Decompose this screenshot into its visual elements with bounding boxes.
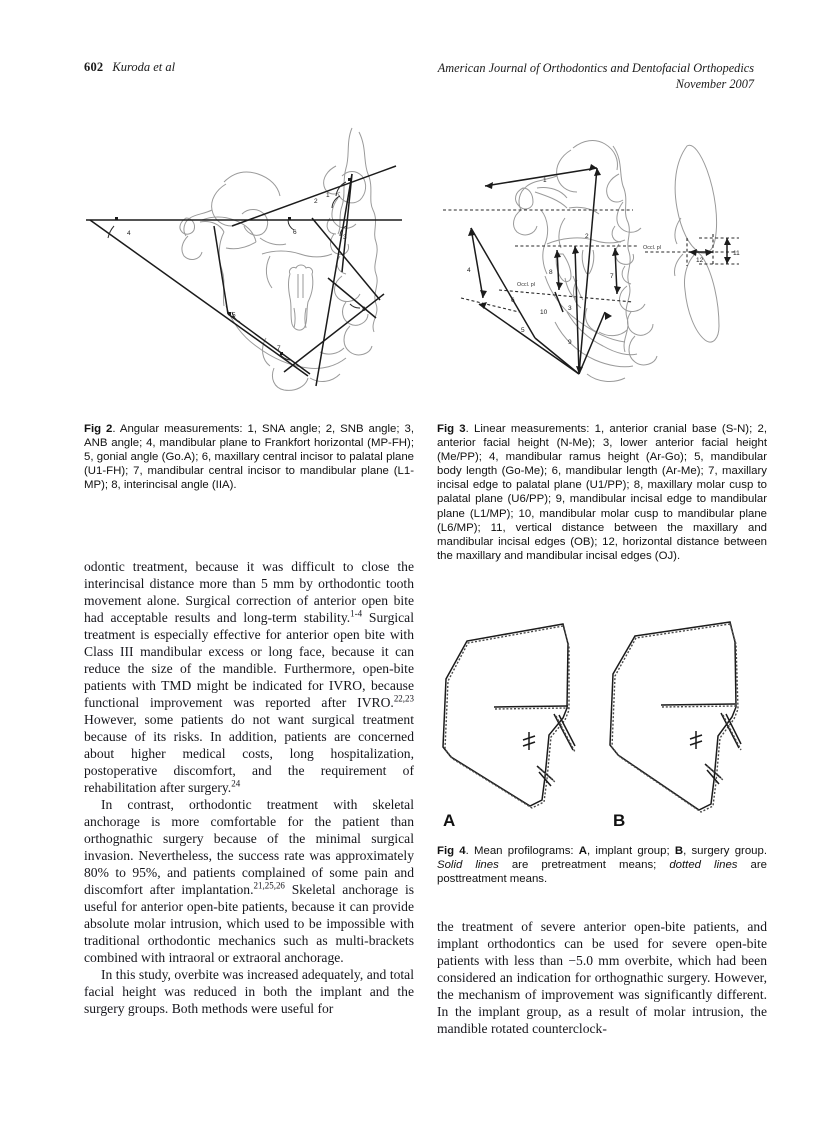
fig4-panel-b [610,622,741,830]
running-head-left [84,60,175,75]
fig2-label-3: 3 [343,234,347,241]
fig3-label-4: 4 [467,267,471,274]
right-column-body-text [437,918,767,1037]
left-column-body-text [84,558,414,1017]
figure-4-caption-end: are posttreatment means. [437,859,767,886]
fig4-panel-a-label: A [443,811,456,830]
figure-4-text-a: , implant group; [587,845,675,857]
paragraph [84,796,414,966]
fig2-measurement-lines [86,166,402,386]
fig3-label-7: 7 [610,273,614,280]
paragraph [84,558,414,796]
text-run: the treatment of severe anterior open-bite patients, and implant orthodontics can be used for severe open-bite patients with less than −5.0 mm overbite, which had been considered an indication for orthognathic surgery. However, the mechanism of improvement was significantly different. In the implant group, as a result of molar intrusion, the mandible rotated counterclock- [437,919,767,1036]
fig2-angle-arcs [108,182,360,360]
fig3-occlusal-plane [499,290,633,302]
figure-2-image [84,122,414,407]
fig3-label-12: 12 [696,257,704,264]
text-run: Skeletal anchorage is useful for anterior open-bite patients, because it can provide absolute molar intrusion, which used to be impossible with traditional orthodontic mechanics such as multi-brackets combined with intraoral or extraoral anchorage. [84,882,415,965]
figure-4-key-b: B [674,845,684,857]
fig2-label-7: 7 [277,345,281,352]
figure-4-solid-lines-term: Solid lines [437,859,499,872]
fig2-label-4: 4 [127,230,131,237]
text-run: Surgical treatment is especially effective for anterior open bite with Class III mandibular excess or long face, because it can reduce the size of the mandible. Furthermore, open-bite patients with TMD might be indicated for IVRO, because functional improvement was reported after IVRO. [84,610,414,710]
fig2-label-2: 2 [314,198,318,205]
fig3-label-10: 10 [540,309,548,316]
fig3-label-3: 3 [568,305,572,312]
fig4-panel-b-crossmark [690,731,702,749]
fig2-label-8: 8 [362,306,366,313]
figure-2-label: Fig 2 [84,423,113,435]
figure-4-key-a: A [578,845,588,857]
fig3-incisor-inset [643,145,740,342]
fig3-label-6: 6 [511,297,515,304]
citation-superscript: 24 [231,778,241,789]
issue-date: November 2007 [675,77,754,91]
fig3-label-9: 9 [568,339,572,346]
fig3-soft-anatomy [514,141,657,382]
running-head [84,60,754,104]
paragraph [84,966,414,1017]
figure-3-caption [437,422,767,563]
fig2-label-5: 5 [232,312,236,319]
text-run: In this study, overbite was increased adequately, and total facial height was reduced in both the implant and the surgery groups. Both methods were useful for [84,967,414,1016]
fig3-number-labels [467,177,614,346]
text-run: odontic treatment, because it was difficult to close the interincisal distance more than 5 mm by orthodontic tooth movement alone. Surgical correction of anterior open bite had acceptable results and long-term stability. [84,559,414,625]
figure-4-dotted-lines-term: dotted lines [669,859,738,872]
citation-superscript: 21,25,26 [253,880,285,891]
figure-3-image [437,126,767,406]
fig3-inset-occl-pl-label: Occl. pl [643,245,661,251]
fig3-measurement-arrows [471,168,617,374]
fig2-label-6: 6 [293,229,297,236]
figure-2-caption [84,422,414,492]
fig2-label-1: 1 [326,192,330,199]
citation-superscript: 22,23 [393,693,414,704]
running-head-authors: Kuroda et al [112,60,176,74]
text-run: However, some patients do not want surgical treatment because of its risks. In addition, patients are concerned about higher medical costs, long hospitalization, postoperative discomfort, and the requirement of rehabilitation after surgery. [84,712,414,795]
figure-2-caption-text: . Angular measurements: 1, SNA angle; 2, SNB angle; 3, ANB angle; 4, mandibular plane to Frankfort horizontal (MP-FH); 5, gonial angle (Go.A); 6, maxillary central incisor to palatal plane (U1-FH); 7, mandibular central incisor to mandibular plane (L1-MP); 8, interincisal angle (IIA). [84,423,414,492]
figure-4-caption-pre: . Mean profilograms: [465,845,579,857]
fig4-panel-a [443,624,575,830]
fig3-occl-pl-label: Occl. pl [517,282,535,288]
fig3-tracing-svg [437,126,767,406]
figure-4-label: Fig 4 [437,845,466,857]
text-run: In contrast, orthodontic treatment with skeletal anchorage is more comfortable for the patient than orthognathic surgery because of the minimal surgical invasion. Nevertheless, the success rate was approximately 80% to 95%, and patients complained of some pain and discomfort after implantation. [84,797,414,897]
fig2-tracing-svg [84,122,414,407]
fig3-label-5: 5 [521,327,525,334]
fig3-label-2: 2 [585,233,589,240]
fig4-profilograms-svg [437,614,767,836]
paragraph [437,918,767,1037]
page-number: 602 [84,60,104,74]
figure-3-caption-text: . Linear measurements: 1, anterior cranial base (S-N); 2, anterior facial height (N-Me); 3, lower anterior facial height (Me/PP); 4, mandibular ramus height (Ar-Go); 5, mandibular body length (Go-Me); 6, mandibular length (Ar-Me); 7, maxillary incisal edge to palatal plane (U1/PP); 8, maxillary molar cusp to palatal plane (U6/PP); 9, mandibular incisal edge to mandibular plane (L1/MP); 10, mandibular molar cusp to mandibular plane (L6/MP); 11, vertical distance between the maxillary and mandibular incisal edges (OB); 12, horizontal distance between the maxillary and mandibular incisal edges (OJ). [437,423,767,562]
fig4-panel-a-crossmark [523,732,535,750]
fig3-reference-planes [443,210,637,312]
figure-4-caption-mid: are pretreatment means; [498,859,670,872]
fig3-label-1: 1 [543,177,547,184]
figure-4-caption [437,844,767,886]
fig3-label-8: 8 [549,269,553,276]
figure-4-text-b: , surgery group. [683,845,767,857]
fig3-label-11: 11 [733,250,740,257]
figure-4-image [437,614,767,836]
figure-3-label: Fig 3 [437,423,466,435]
fig4-panel-b-label: B [613,811,626,830]
citation-superscript: 1-4 [350,608,363,619]
running-head-right [438,60,754,92]
journal-title: American Journal of Orthodontics and Dentofacial Orthopedics [437,61,754,75]
